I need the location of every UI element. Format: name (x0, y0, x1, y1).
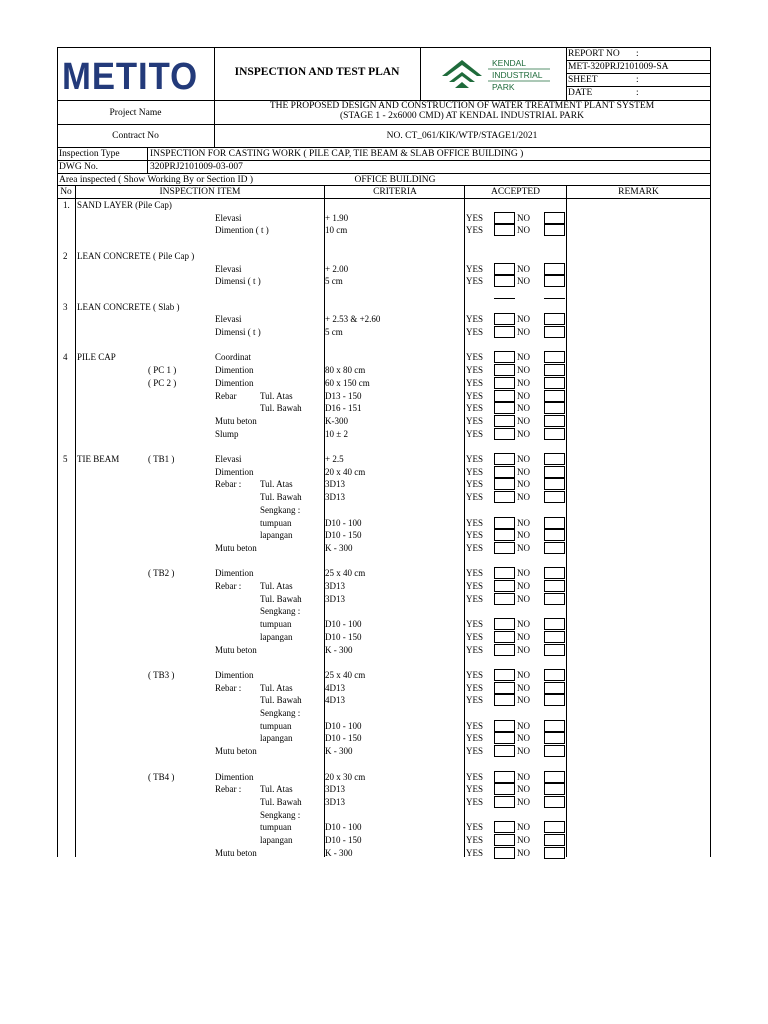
row-criteria: 4D13 (325, 695, 345, 706)
yes-checkbox[interactable] (494, 834, 515, 846)
yes-checkbox[interactable] (494, 580, 515, 592)
row-no-label: NO (517, 276, 530, 287)
row-no-label: NO (517, 403, 530, 414)
row-yes-label: YES (466, 568, 484, 579)
project-row-bottom (57, 124, 711, 125)
row-param-detail: Tul. Bawah (260, 796, 302, 807)
row-param-detail: Tul. Atas (260, 784, 293, 795)
row-no-label: NO (517, 415, 530, 426)
row-param-detail: tumpuan (260, 720, 292, 731)
row-param-detail: Tul. Atas (260, 682, 293, 693)
row-yes-label: YES (466, 720, 484, 731)
row-param-detail: Tul. Atas (260, 581, 293, 591)
row-criteria: 10 ± 2 (325, 428, 348, 439)
row-item-title: LEAN CONCRETE ( Pile Cap ) (77, 250, 195, 261)
no-checkbox[interactable] (544, 567, 565, 579)
blank-line (544, 298, 565, 299)
yes-checkbox[interactable] (494, 491, 515, 503)
yes-checkbox[interactable] (494, 326, 515, 338)
no-checkbox[interactable] (544, 682, 565, 694)
header-divider-3 (566, 47, 567, 101)
yes-checkbox[interactable] (494, 377, 515, 389)
row-param: Rebar (215, 390, 237, 401)
col-header-remark: REMARK (618, 187, 659, 197)
row-criteria: 20 x 30 cm (325, 771, 366, 782)
row-yes-label: YES (466, 530, 484, 541)
row-yes-label: YES (466, 377, 484, 388)
row-yes-label: YES (466, 390, 484, 401)
row-no-label: NO (517, 619, 530, 630)
dwg-label: DWG No. (59, 162, 99, 172)
yes-checkbox[interactable] (494, 313, 515, 325)
row-number: 1. (63, 200, 70, 210)
row-param: Dimensi ( t ) (215, 327, 261, 337)
row-criteria: D13 - 150 (325, 390, 362, 401)
yes-checkbox[interactable] (494, 453, 515, 465)
no-checkbox[interactable] (544, 428, 565, 440)
frame-left (57, 47, 58, 857)
yes-checkbox[interactable] (494, 517, 515, 529)
sheet-label: SHEET (568, 75, 598, 85)
row-param-detail: tumpuan (260, 517, 292, 528)
row-param: Mutu beton (215, 847, 257, 858)
yes-checkbox[interactable] (494, 351, 515, 363)
sheet-colon: : (636, 75, 639, 85)
row-criteria: 5 cm (325, 276, 343, 287)
no-checkbox[interactable] (544, 415, 565, 427)
yes-checkbox[interactable] (494, 390, 515, 402)
row-param-detail: Sengkang : (260, 708, 301, 718)
row-no-label: NO (517, 695, 530, 706)
row-yes-label: YES (466, 276, 484, 287)
yes-checkbox[interactable] (494, 783, 515, 795)
row-no-label: NO (517, 263, 530, 274)
row-yes-label: YES (466, 492, 484, 503)
no-checkbox[interactable] (544, 771, 565, 783)
row-criteria: D10 - 150 (325, 530, 362, 541)
row-yes-label: YES (466, 581, 484, 591)
row-number: 4 (63, 352, 68, 363)
row-yes-label: YES (466, 631, 484, 642)
row-param: Dimention (215, 669, 254, 680)
row-param-detail: lapangan (260, 530, 293, 541)
row-no-label: NO (517, 733, 530, 744)
row-yes-label: YES (466, 454, 484, 464)
row-yes-label: YES (466, 479, 484, 490)
row-yes-label: YES (466, 784, 484, 795)
row-yes-label: YES (466, 365, 484, 376)
no-checkbox[interactable] (544, 593, 565, 605)
yes-checkbox[interactable] (494, 631, 515, 643)
no-checkbox[interactable] (544, 720, 565, 732)
row-param: Dimention (215, 771, 254, 782)
row-yes-label: YES (466, 771, 484, 782)
row-no-label: NO (517, 377, 530, 388)
no-checkbox[interactable] (544, 275, 565, 287)
dwg-value: 320PRJ2101009-03-007 (150, 162, 243, 172)
row-item-title: TIE BEAM (77, 454, 120, 464)
row-param-detail: tumpuan (260, 619, 292, 630)
row-criteria: D10 - 100 (325, 619, 362, 630)
row-yes-label: YES (466, 835, 484, 845)
row-item-sub: ( PC 1 ) (148, 365, 177, 376)
no-checkbox[interactable] (544, 478, 565, 490)
col-header-accepted: ACCEPTED (490, 187, 541, 197)
row-param-detail: lapangan (260, 835, 293, 845)
row-param-detail: lapangan (260, 733, 293, 744)
col-header-criteria: CRITERIA (373, 187, 417, 197)
row-criteria: K-300 (325, 415, 348, 426)
row-criteria: 80 x 80 cm (325, 365, 366, 376)
row-param: Coordinat (215, 352, 251, 363)
row-criteria: 10 cm (325, 225, 348, 236)
row-param: Dimention (215, 568, 254, 579)
row-no-label: NO (517, 771, 530, 782)
row-param-detail: Tul. Bawah (260, 695, 302, 706)
yes-checkbox[interactable] (494, 364, 515, 376)
metito-logo (62, 53, 210, 95)
row-number: 2 (63, 250, 68, 261)
no-checkbox[interactable] (544, 796, 565, 808)
no-checkbox[interactable] (544, 618, 565, 630)
row-param: Rebar : (215, 479, 242, 490)
row-yes-label: YES (466, 682, 484, 693)
row-param-detail: Tul. Atas (260, 479, 293, 490)
blank-line (494, 298, 515, 299)
row-number: 3 (63, 301, 68, 312)
row-criteria: D10 - 100 (325, 822, 362, 833)
row-yes-label: YES (466, 746, 484, 757)
yes-checkbox[interactable] (494, 415, 515, 427)
row-no-label: NO (517, 644, 530, 655)
row-criteria: K - 300 (325, 542, 353, 553)
yes-checkbox[interactable] (494, 644, 515, 656)
yes-checkbox[interactable] (494, 263, 515, 275)
row-no-label: NO (517, 593, 530, 604)
row-no-label: NO (517, 682, 530, 693)
row-param: Rebar : (215, 784, 242, 795)
report-no-label: REPORT NO (568, 49, 620, 59)
yes-checkbox[interactable] (494, 567, 515, 579)
no-checkbox[interactable] (544, 224, 565, 236)
row-param: Elevasi (215, 454, 242, 464)
yes-checkbox[interactable] (494, 720, 515, 732)
row-param: Mutu beton (215, 644, 257, 655)
row-no-label: NO (517, 796, 530, 807)
row-criteria: 4D13 (325, 682, 345, 693)
no-checkbox[interactable] (544, 694, 565, 706)
doc-title: INSPECTION AND TEST PLAN (234, 66, 400, 78)
row-param: Dimensi ( t ) (215, 276, 261, 287)
yes-checkbox[interactable] (494, 478, 515, 490)
row-yes-label: YES (466, 822, 484, 833)
row-yes-label: YES (466, 669, 484, 680)
col-line-accepted (464, 185, 465, 857)
report-no-colon: : (636, 49, 639, 59)
row-param-detail: Tul. Bawah (260, 492, 302, 503)
row-item-sub: ( PC 2 ) (148, 377, 177, 388)
row-no-label: NO (517, 454, 530, 464)
row-param-detail: Tul. Atas (260, 390, 293, 401)
row-item-title: LEAN CONCRETE ( Slab ) (77, 301, 180, 312)
yes-checkbox[interactable] (494, 275, 515, 287)
no-checkbox[interactable] (544, 453, 565, 465)
row-yes-label: YES (466, 847, 484, 858)
row-yes-label: YES (466, 428, 484, 439)
no-checkbox[interactable] (544, 326, 565, 338)
row-criteria: D10 - 100 (325, 720, 362, 731)
row-criteria: 25 x 40 cm (325, 568, 366, 579)
row-no-label: NO (517, 327, 530, 337)
no-checkbox[interactable] (544, 529, 565, 541)
row-criteria: + 1.90 (325, 212, 349, 223)
row-criteria: 3D13 (325, 581, 345, 591)
report-line-3 (566, 86, 711, 87)
no-checkbox[interactable] (544, 631, 565, 643)
no-checkbox[interactable] (544, 212, 565, 224)
area-value: OFFICE BUILDING (354, 175, 436, 185)
row-no-label: NO (517, 466, 530, 477)
kendal-logo-line2: INDUSTRIAL (492, 70, 543, 80)
project-name-label: Project Name (109, 108, 162, 118)
header-divider-2 (420, 47, 421, 101)
no-checkbox[interactable] (544, 834, 565, 846)
no-checkbox[interactable] (544, 491, 565, 503)
row-no-label: NO (517, 530, 530, 541)
row-no-label: NO (517, 568, 530, 579)
row-yes-label: YES (466, 517, 484, 528)
row-no-label: NO (517, 720, 530, 731)
project-name-line2: (STAGE 1 - 2x6000 CMD) AT KENDAL INDUSTRIAL PARK (340, 111, 584, 121)
metito-logo-text: METITO (62, 56, 198, 95)
row-yes-label: YES (466, 733, 484, 744)
row-no-label: NO (517, 847, 530, 858)
kendal-logo-line3: PARK (492, 82, 515, 92)
row-param: Dimention (215, 466, 254, 477)
row-no-label: NO (517, 352, 530, 363)
yes-checkbox[interactable] (494, 732, 515, 744)
no-checkbox[interactable] (544, 402, 565, 414)
row-no-label: NO (517, 542, 530, 553)
row-criteria: D10 - 150 (325, 733, 362, 744)
kendal-logo (440, 54, 555, 94)
row-param: Dimention ( t ) (215, 225, 269, 236)
no-checkbox[interactable] (544, 580, 565, 592)
report-no-value: MET-320PRJ2101009-SA (568, 62, 669, 72)
row-criteria: + 2.00 (325, 263, 349, 274)
report-line-2 (566, 73, 711, 74)
row-criteria: D10 - 150 (325, 835, 362, 845)
row-yes-label: YES (466, 796, 484, 807)
col-line-remark (566, 185, 567, 857)
row-criteria: D16 - 151 (325, 403, 362, 414)
row-param: Rebar : (215, 581, 242, 591)
yes-checkbox[interactable] (494, 529, 515, 541)
row-param-detail: Sengkang : (260, 504, 301, 515)
no-checkbox[interactable] (544, 669, 565, 681)
kendal-logo-line1: KENDAL (492, 58, 527, 68)
row-no-label: NO (517, 390, 530, 401)
yes-checkbox[interactable] (494, 821, 515, 833)
row-yes-label: YES (466, 542, 484, 553)
row-criteria: + 2.5 (325, 454, 344, 464)
date-colon: : (636, 88, 639, 98)
yes-checkbox[interactable] (494, 771, 515, 783)
no-checkbox[interactable] (544, 847, 565, 859)
inspection-type-label: Inspection Type (59, 149, 120, 159)
yes-checkbox[interactable] (494, 669, 515, 681)
row-no-label: NO (517, 746, 530, 757)
no-checkbox[interactable] (544, 351, 565, 363)
row-no-label: NO (517, 631, 530, 642)
row-yes-label: YES (466, 695, 484, 706)
row-no-label: NO (517, 365, 530, 376)
row-number: 5 (63, 454, 68, 464)
row-param: Dimention (215, 365, 254, 376)
frame-right (710, 47, 711, 857)
row-no-label: NO (517, 479, 530, 490)
row-criteria: D10 - 150 (325, 631, 362, 642)
row-no-label: NO (517, 225, 530, 236)
row-param: Slump (215, 428, 239, 439)
row-param-detail: Sengkang : (260, 809, 301, 820)
row-item-title: PILE CAP (77, 352, 116, 363)
contract-no-value: NO. CT_061/KIK/WTP/STAGE1/2021 (386, 131, 538, 141)
yes-checkbox[interactable] (494, 593, 515, 605)
inspection-type-value: INSPECTION FOR CASTING WORK ( PILE CAP, TIE BEAM & SLAB OFFICE BUILDING ) (150, 149, 524, 159)
type-dwg-divider (147, 147, 148, 173)
row-criteria: + 2.53 & +2.60 (325, 314, 381, 325)
row-param: Elevasi (215, 314, 242, 325)
row-no-label: NO (517, 428, 530, 439)
row-criteria: 5 cm (325, 327, 343, 337)
row-yes-label: YES (466, 352, 484, 363)
row-yes-label: YES (466, 466, 484, 477)
yes-checkbox[interactable] (494, 745, 515, 757)
no-checkbox[interactable] (544, 542, 565, 554)
no-checkbox[interactable] (544, 313, 565, 325)
row-param-detail: lapangan (260, 631, 293, 642)
no-checkbox[interactable] (544, 390, 565, 402)
row-criteria: 60 x 150 cm (325, 377, 370, 388)
no-checkbox[interactable] (544, 263, 565, 275)
row-item-sub: ( TB4 ) (148, 771, 175, 782)
row-criteria: 3D13 (325, 492, 345, 503)
row-no-label: NO (517, 212, 530, 223)
row-yes-label: YES (466, 314, 484, 325)
row-yes-label: YES (466, 327, 484, 337)
row-yes-label: YES (466, 263, 484, 274)
row-criteria: 3D13 (325, 593, 345, 604)
row-yes-label: YES (466, 593, 484, 604)
row-criteria: 25 x 40 cm (325, 669, 366, 680)
row-criteria: 20 x 40 cm (325, 466, 366, 477)
yes-checkbox[interactable] (494, 682, 515, 694)
row-item-title: SAND LAYER (Pile Cap) (77, 200, 172, 210)
yes-checkbox[interactable] (494, 847, 515, 859)
row-yes-label: YES (466, 403, 484, 414)
row-param-detail: Tul. Bawah (260, 593, 302, 604)
row-param: Mutu beton (215, 415, 257, 426)
row-criteria: 3D13 (325, 796, 345, 807)
row-no-label: NO (517, 822, 530, 833)
no-checkbox[interactable] (544, 644, 565, 656)
row-yes-label: YES (466, 212, 484, 223)
yes-checkbox[interactable] (494, 694, 515, 706)
col-header-no: No (60, 187, 72, 197)
area-label: Area inspected ( Show Working By or Section ID ) (59, 175, 254, 185)
row-criteria: D10 - 100 (325, 517, 362, 528)
col-header-item: INSPECTION ITEM (159, 187, 241, 197)
row-item-sub: ( TB1 ) (148, 454, 175, 464)
no-checkbox[interactable] (544, 821, 565, 833)
row-no-label: NO (517, 517, 530, 528)
row-no-label: NO (517, 492, 530, 503)
no-checkbox[interactable] (544, 377, 565, 389)
row-no-label: NO (517, 784, 530, 795)
project-name-line1: THE PROPOSED DESIGN AND CONSTRUCTION OF WATER TREATMENT PLANT SYSTEM (269, 101, 655, 111)
contract-no-label: Contract No (112, 131, 159, 141)
yes-checkbox[interactable] (494, 796, 515, 808)
row-no-label: NO (517, 669, 530, 680)
row-param: Dimention (215, 377, 254, 388)
row-param: Mutu beton (215, 746, 257, 757)
date-label: DATE (568, 88, 593, 98)
yes-checkbox[interactable] (494, 402, 515, 414)
row-no-label: NO (517, 314, 530, 325)
yes-checkbox[interactable] (494, 542, 515, 554)
row-param: Elevasi (215, 212, 242, 223)
yes-checkbox[interactable] (494, 428, 515, 440)
col-line-no (75, 185, 76, 857)
yes-checkbox[interactable] (494, 618, 515, 630)
yes-checkbox[interactable] (494, 224, 515, 236)
row-yes-label: YES (466, 415, 484, 426)
row-yes-label: YES (466, 225, 484, 236)
row-param: Mutu beton (215, 542, 257, 553)
no-checkbox[interactable] (544, 517, 565, 529)
yes-checkbox[interactable] (494, 466, 515, 478)
report-line-1 (566, 60, 711, 61)
yes-checkbox[interactable] (494, 212, 515, 224)
row-item-sub: ( TB2 ) (148, 568, 175, 579)
no-checkbox[interactable] (544, 732, 565, 744)
row-item-sub: ( TB3 ) (148, 669, 175, 680)
row-no-label: NO (517, 581, 530, 591)
row-param-detail: Sengkang : (260, 606, 301, 617)
row-criteria: K - 300 (325, 746, 353, 757)
row-criteria: 3D13 (325, 479, 345, 490)
no-checkbox[interactable] (544, 783, 565, 795)
row-criteria: K - 300 (325, 847, 353, 858)
row-criteria: K - 300 (325, 644, 353, 655)
row-param-detail: tumpuan (260, 822, 292, 833)
row-param: Rebar : (215, 682, 242, 693)
no-checkbox[interactable] (544, 364, 565, 376)
no-checkbox[interactable] (544, 466, 565, 478)
no-checkbox[interactable] (544, 745, 565, 757)
row-yes-label: YES (466, 644, 484, 655)
row-criteria: 3D13 (325, 784, 345, 795)
row-no-label: NO (517, 835, 530, 845)
row-param-detail: Tul. Bawah (260, 403, 302, 414)
row-param: Elevasi (215, 263, 242, 274)
row-yes-label: YES (466, 619, 484, 630)
